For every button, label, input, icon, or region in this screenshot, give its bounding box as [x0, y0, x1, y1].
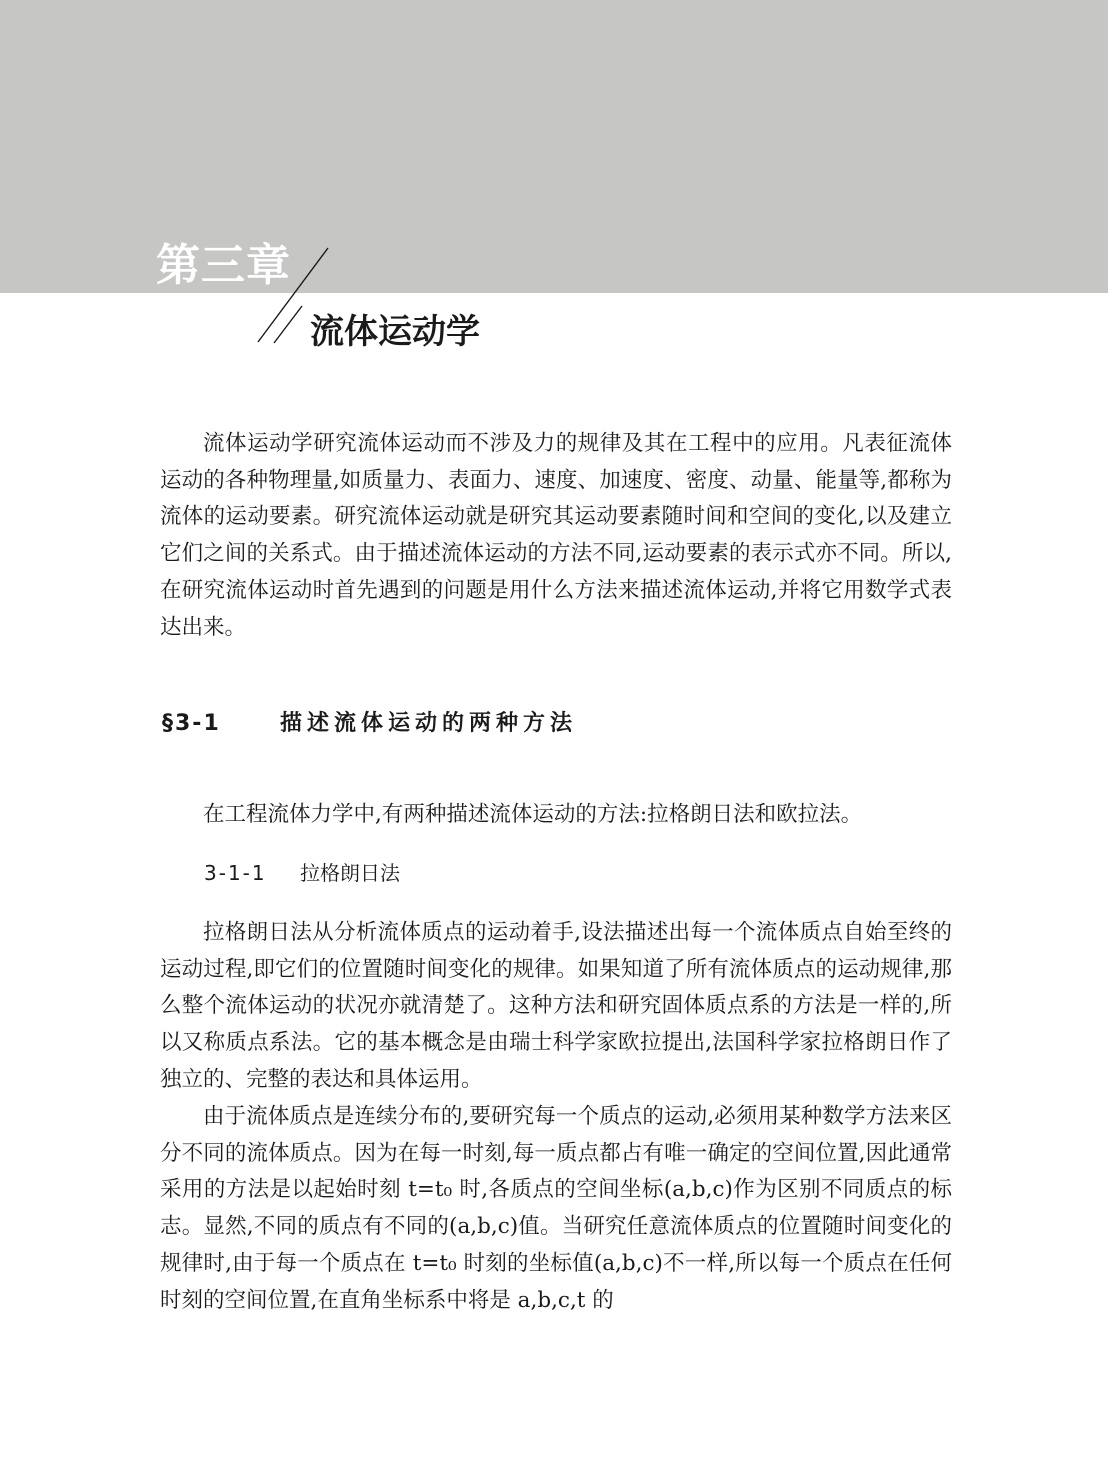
subsection-title: 拉格朗日法 [300, 861, 400, 885]
section-intro-paragraph: 在工程流体力学中,有两种描述流体运动的方法:拉格朗日法和欧拉法。 [203, 802, 863, 827]
chapter-label: 第三章 [156, 240, 291, 291]
body-paragraph-1: 拉格朗日法从分析流体质点的运动着手,设法描述出每一个流体质点自始至终的运动过程,即它们的位置随时间变化的规律。如果知道了所有流体质点的运动规律,那么整个流体运动的状况亦就清楚了。这种方法和研究固体质点系的方法是一样的,所以又称质点系法。它的基本概念是由瑞士科学家欧拉提出,法国科学家拉格朗日作了独立的、完整的表达和具体运用。 [160, 920, 952, 1092]
subsection-number: 3-1-1 [204, 861, 267, 885]
intro-paragraph: 流体运动学研究流体运动而不涉及力的规律及其在工程中的应用。凡表征流体运动的各种物理量,如质量力、表面力、速度、加速度、密度、动量、能量等,都称为流体的运动要素。研究流体运动就是研究其运动要素随时间和空间的变化,以及建立它们之间的关系式。由于描述流体运动的方法不同,运动要素的表示式亦不同。所以,在研究流体运动时首先遇到的问题是用什么方法来描述流体运动,并将它用数学式表达出来。 [160, 431, 952, 640]
section-number: §3-1 [162, 711, 221, 736]
subsection-heading [204, 856, 400, 890]
section-title: 描述流体运动的两种方法 [280, 711, 578, 736]
chapter-title: 流体运动学 [310, 312, 480, 352]
body-paragraph-2: 由于流体质点是连续分布的,要研究每一个质点的运动,必须用某种数学方法来区分不同的流体质点。因为在每一时刻,每一质点都占有唯一确定的空间位置,因此通常采用的方法是以起始时刻 t=t₀ 时,各质点的空间坐标(a,b,c)作为区别不同质点的标志。显然,不同的质点有不同的(a,b,c)值。当研究任意流体质点的位置随时间变化的规律时,由于每一个质点在 t=t₀ 时刻的坐标值(a,b,c)不一样,所以每一个质点在任何时刻的空间位置,在直角坐标系中将是 a,b,c,t 的 [160, 1104, 952, 1313]
section-heading [162, 706, 577, 742]
